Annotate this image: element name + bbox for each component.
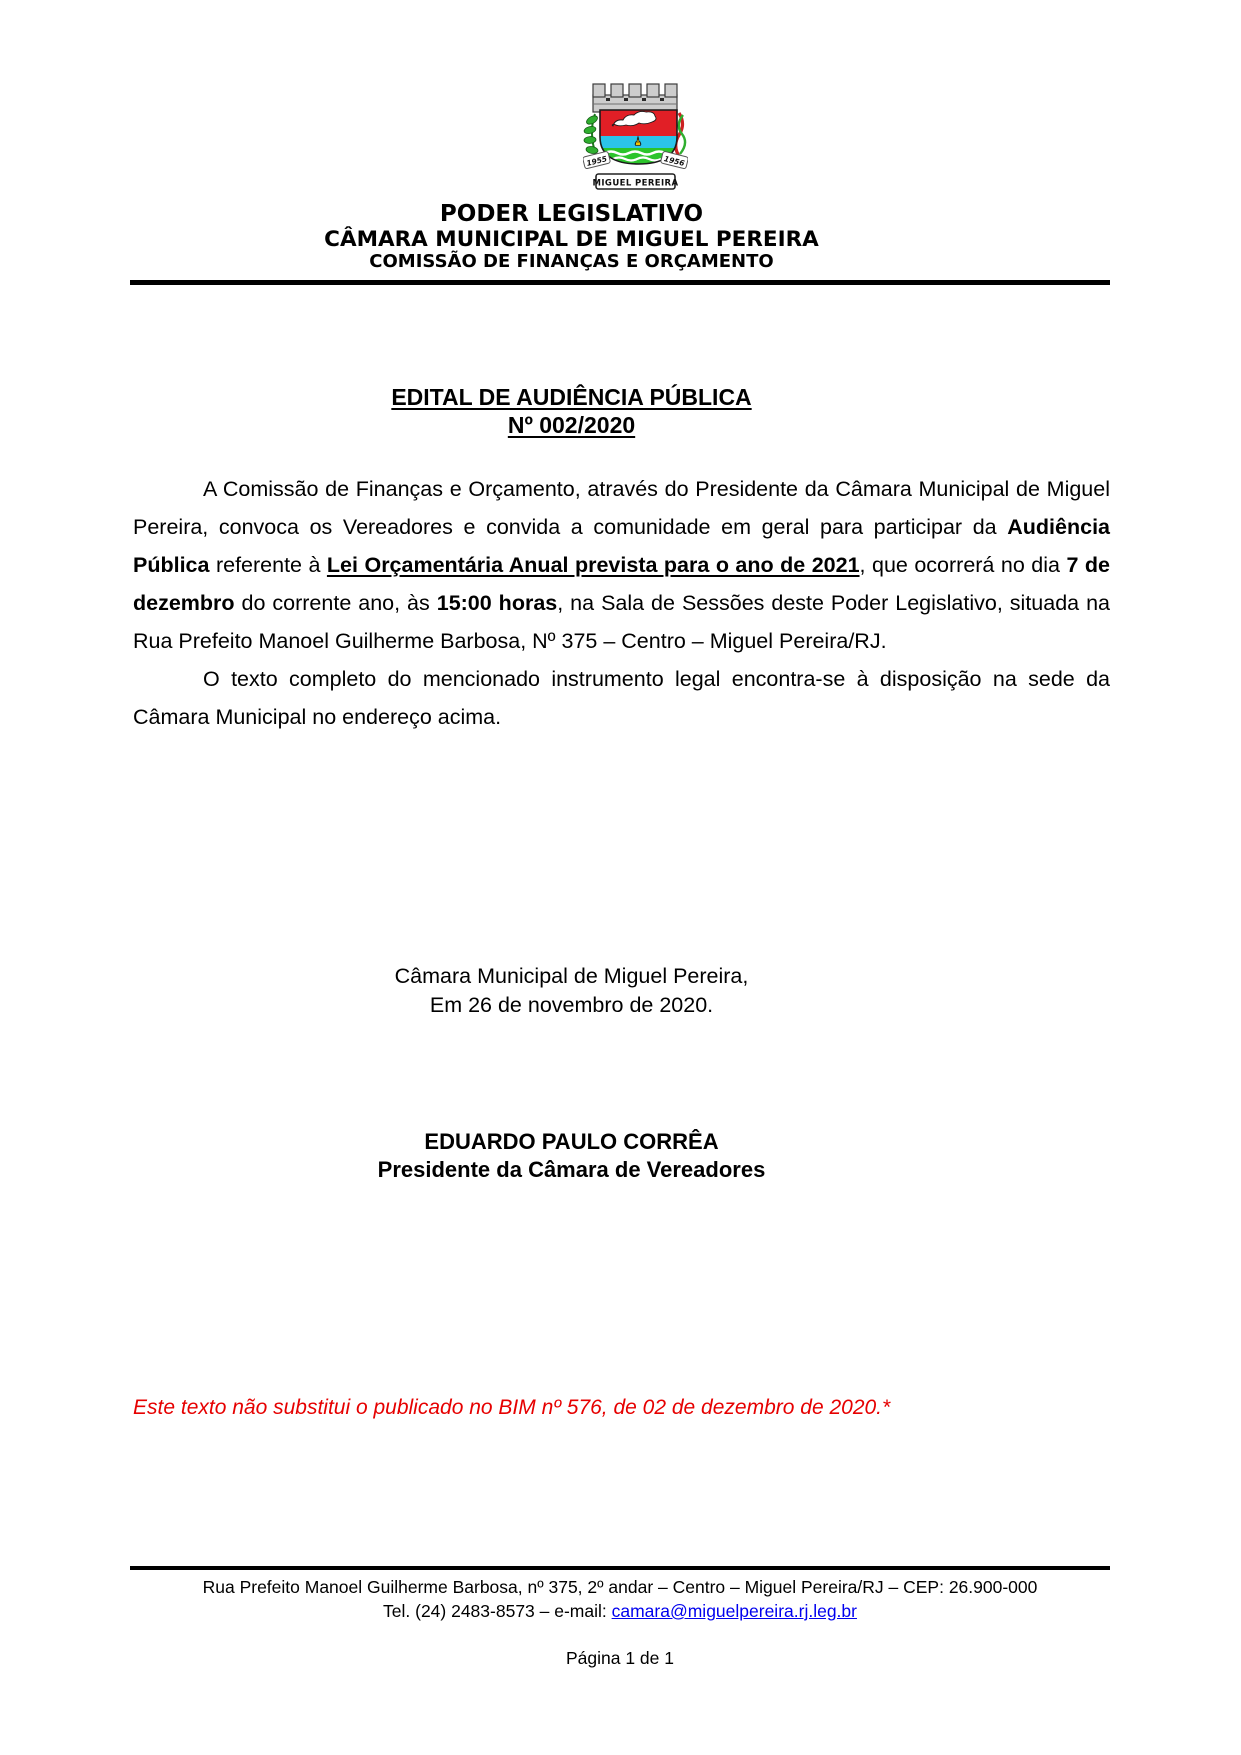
year-scroll-right xyxy=(660,151,688,169)
date-line: Em 26 de novembro de 2020. xyxy=(429,993,714,1017)
coat-of-arms xyxy=(0,82,1241,194)
body-run: A Comissão de Finanças e Orçamento, através do Presidente da Câmara Municipal de Miguel Pereira, convoca os Vereadores e convida a comunidade em geral para participar da xyxy=(133,477,1110,539)
signer-name: EDUARDO PAULO CORRÊA xyxy=(424,1129,719,1154)
body-run: , que ocorrerá no dia xyxy=(859,553,1067,577)
body-run-bold: 15:00 horas xyxy=(436,591,558,615)
year-left-label: 1955 xyxy=(585,154,608,168)
org-name: CÂMARA MUNICIPAL DE MIGUEL PEREIRA xyxy=(324,226,819,252)
footer-divider xyxy=(130,1566,1110,1570)
title-line1: EDITAL DE AUDIÊNCIA PÚBLICA xyxy=(391,384,752,410)
place-date-block xyxy=(133,962,1010,1020)
paragraph-2: O texto completo do mencionado instrumento legal encontra-se à disposição na sede da Câmara Municipal no endereço acima. xyxy=(133,667,1110,729)
crest-banner-label: MIGUEL PEREIRA xyxy=(592,178,679,189)
body-run: , na Sala de Sessões deste Poder Legislativo, situada na Rua Prefeito Manoel Guilherme Barbosa, Nº 375 – Centro – Miguel Pereira/RJ. xyxy=(133,591,1110,653)
title-line2: Nº 002/2020 xyxy=(507,412,636,438)
miguel-pereira-crest-icon xyxy=(583,82,688,194)
footer-address: Rua Prefeito Manoel Guilherme Barbosa, nº 375, 2º andar – Centro – Miguel Pereira/RJ – CEP: 26.900-000 xyxy=(202,1577,1038,1597)
body-run-bold: 7 de dezembro xyxy=(133,553,1110,615)
header-divider xyxy=(130,280,1110,285)
footer-email-link[interactable]: camara@miguelpereira.rj.leg.br xyxy=(611,1601,857,1621)
mural-crown-icon xyxy=(593,84,677,112)
place-line: Câmara Municipal de Miguel Pereira, xyxy=(394,964,749,988)
signature-block xyxy=(133,1128,1010,1184)
document-title xyxy=(133,383,1010,439)
crest-banner xyxy=(593,174,679,189)
paragraph-1 xyxy=(133,470,1110,660)
body-run-bold: Audiência Pública xyxy=(133,515,1110,577)
signer-role: Presidente da Câmara de Vereadores xyxy=(377,1157,766,1182)
page-footer xyxy=(130,1566,1110,1623)
document-body xyxy=(133,470,1110,736)
org-commission: COMISSÃO DE FINANÇAS E ORÇAMENTO xyxy=(369,250,774,272)
letterhead xyxy=(133,202,1010,272)
footer-phone: Tel. (24) 2483-8573 – e-mail: xyxy=(383,1601,612,1621)
body-run: referente à xyxy=(209,553,327,577)
org-branch: PODER LEGISLATIVO xyxy=(439,201,704,227)
page-number: Página 1 de 1 xyxy=(565,1648,674,1668)
body-run-bold-underline: Lei Orçamentária Anual prevista para o ano de 2021 xyxy=(326,553,860,577)
year-scroll-left xyxy=(583,151,611,169)
laurel-branch-icon xyxy=(583,114,599,158)
year-right-label: 1956 xyxy=(663,154,686,168)
body-run: do corrente ano, às xyxy=(234,591,437,615)
footer-contact xyxy=(130,1599,1110,1623)
publication-note: Este texto não substitui o publicado no BIM nº 576, de 02 de dezembro de 2020.* xyxy=(133,1396,891,1419)
